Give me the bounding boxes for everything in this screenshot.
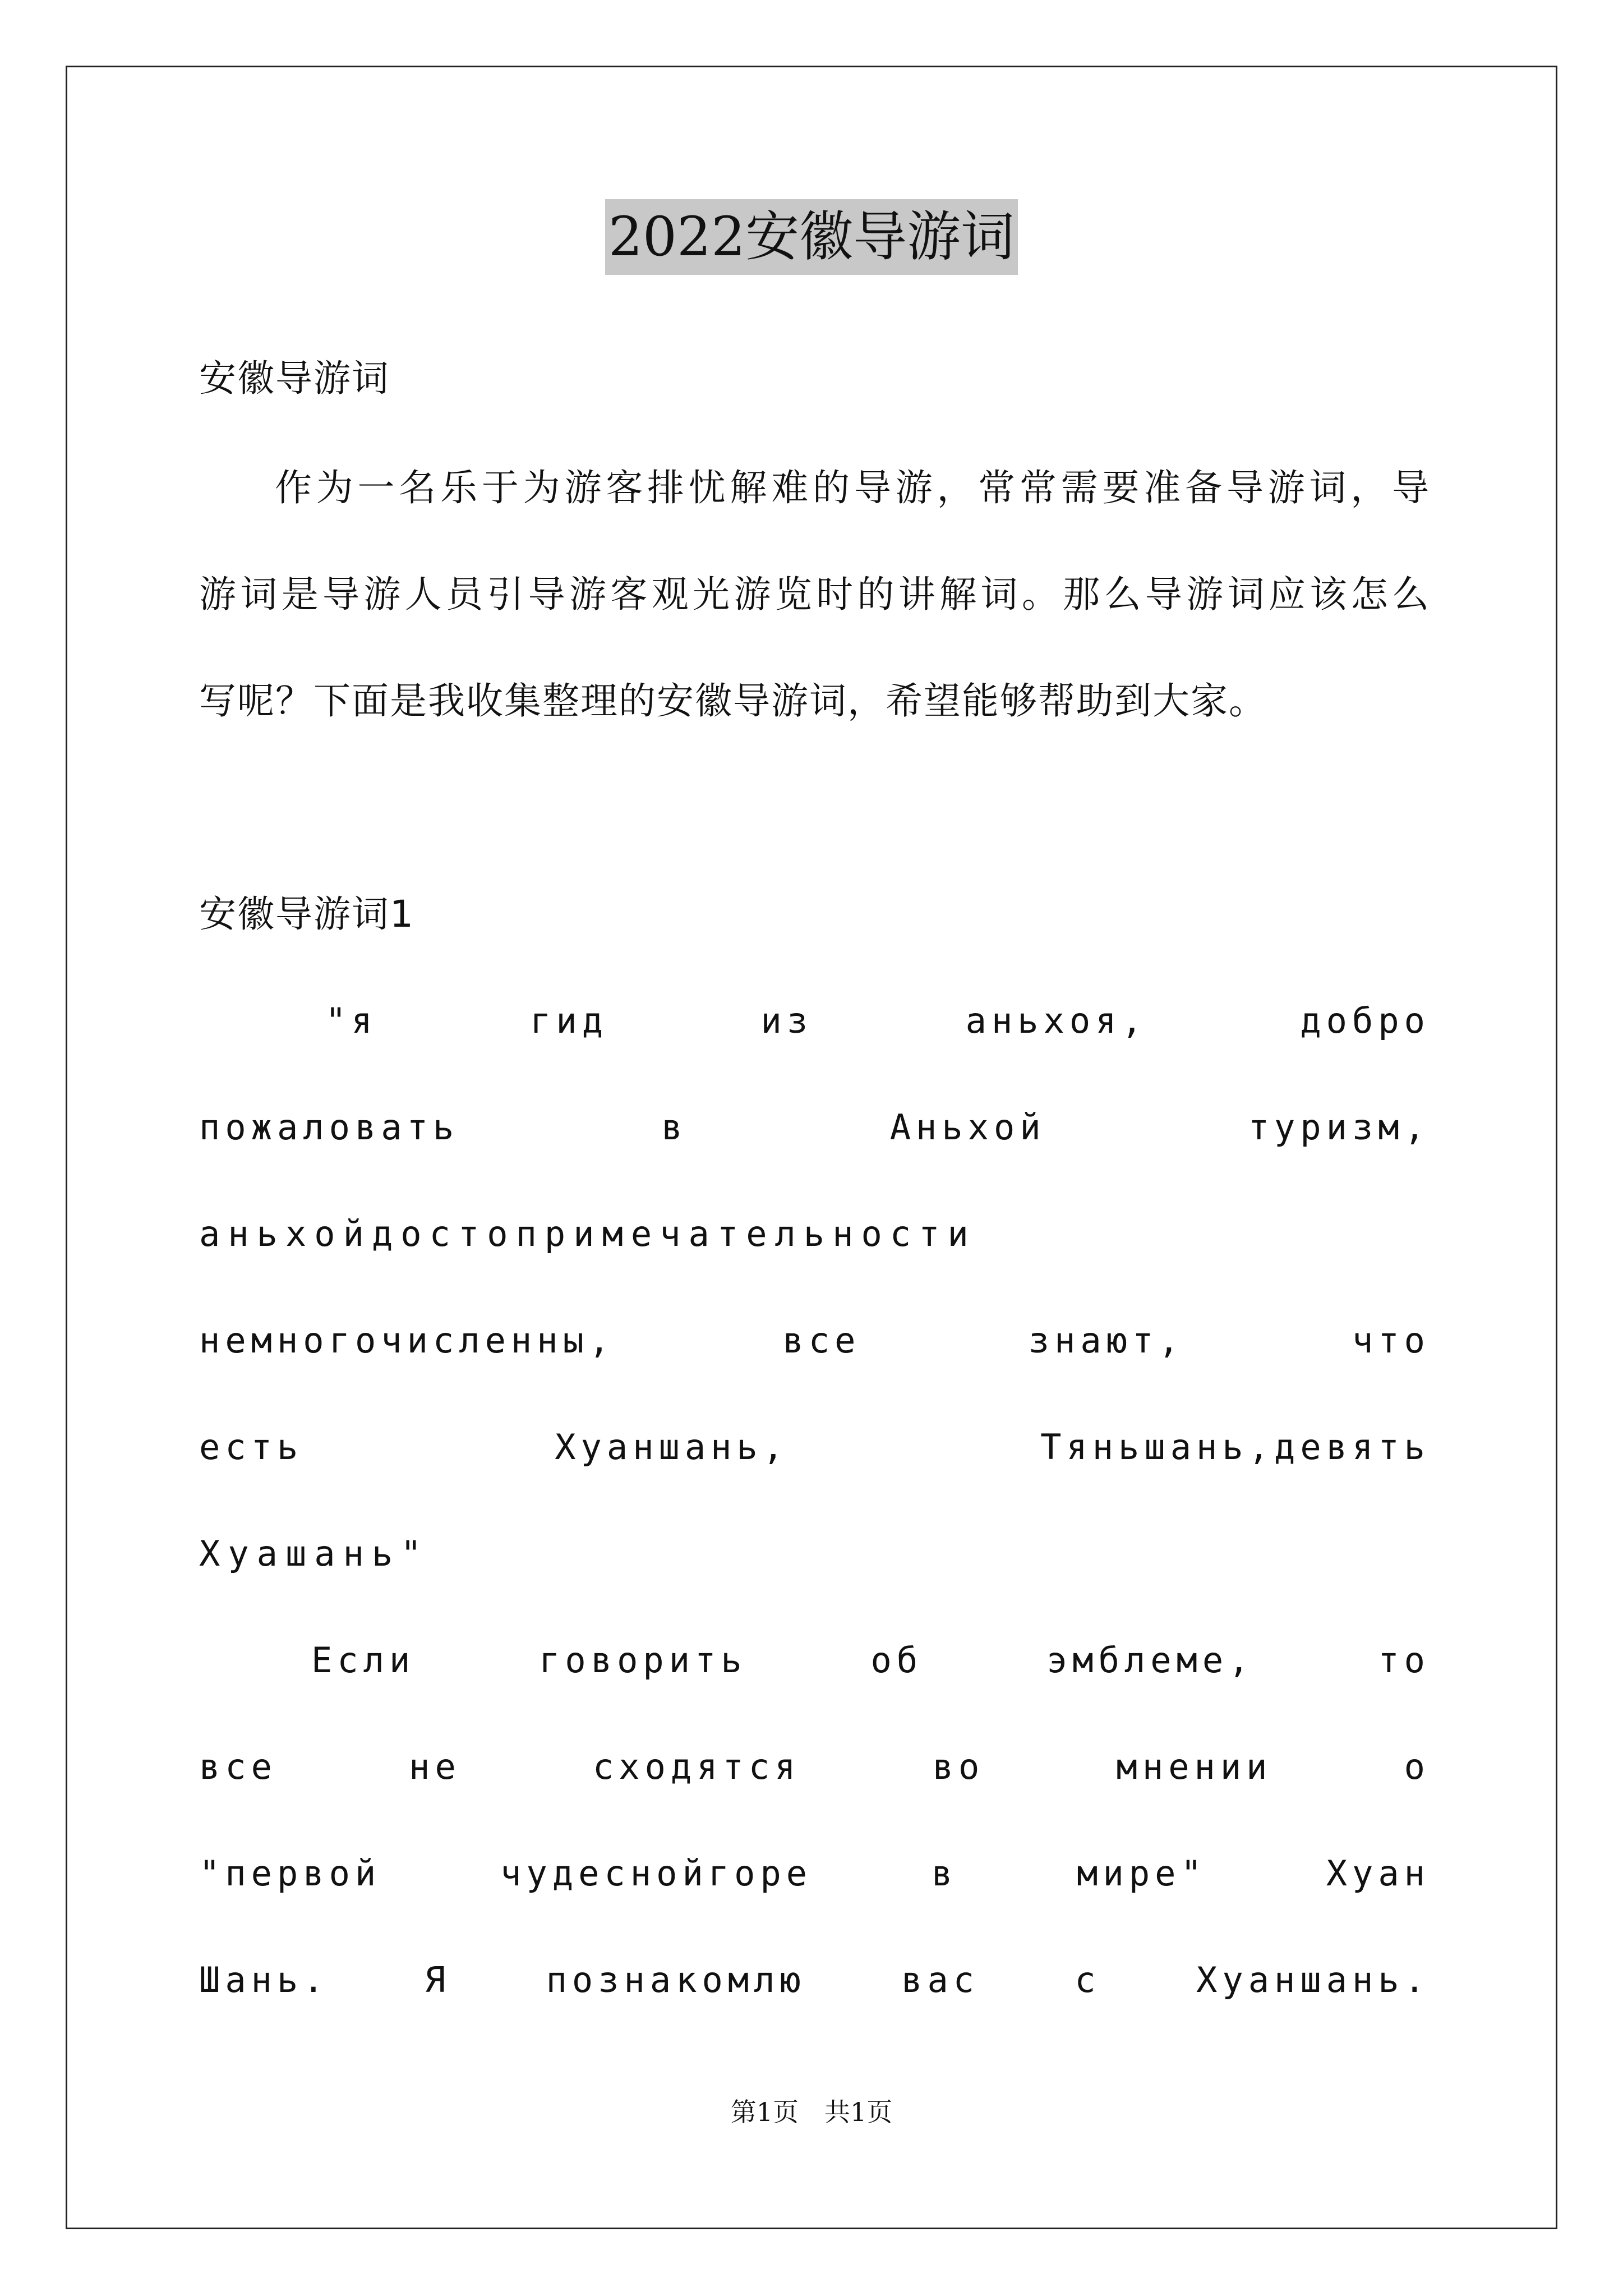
- section-heading: 安徽导游词1: [199, 892, 414, 936]
- para2-line-2: все не сходятся во мнении о: [199, 1746, 1430, 1787]
- intro-line-3: 写呢？下面是我收集整理的安徽导游词，希望能够帮助到大家。: [199, 679, 1267, 723]
- document-title: 2022安徽导游词: [605, 199, 1018, 275]
- title-wrap: [0, 199, 1623, 275]
- para2-line-4: Шань. Я познакомлю вас с Хуаншань.: [199, 1959, 1430, 2000]
- para1-line-1: "я гид из аньхоя, добро: [325, 1000, 1430, 1041]
- para1-line-4: немногочисленны, все знают, что: [199, 1320, 1430, 1361]
- para2-line-1: Если говорить об эмблеме, то: [311, 1640, 1430, 1681]
- intro-line-1: 作为一名乐于为游客排忧解难的导游，常常需要准备导游词，导: [275, 466, 1430, 509]
- para1-line-5: есть Хуаншань, Тяньшань,девять: [199, 1427, 1430, 1467]
- page-footer: 第1页 共1页: [730, 2097, 893, 2127]
- para1-line-6: Хуашань": [199, 1533, 430, 1574]
- para2-line-3: "первой чудеснойгоре в мире" Хуан: [199, 1853, 1430, 1894]
- para1-line-2: пожаловать в Аньхой туризм,: [199, 1107, 1430, 1148]
- para1-line-3: аньхойдостопримечательности: [199, 1213, 976, 1254]
- document-subtitle: 安徽导游词: [199, 357, 390, 400]
- intro-line-2: 游词是导游人员引导游客观光游览时的讲解词。那么导游词应该怎么: [199, 573, 1430, 616]
